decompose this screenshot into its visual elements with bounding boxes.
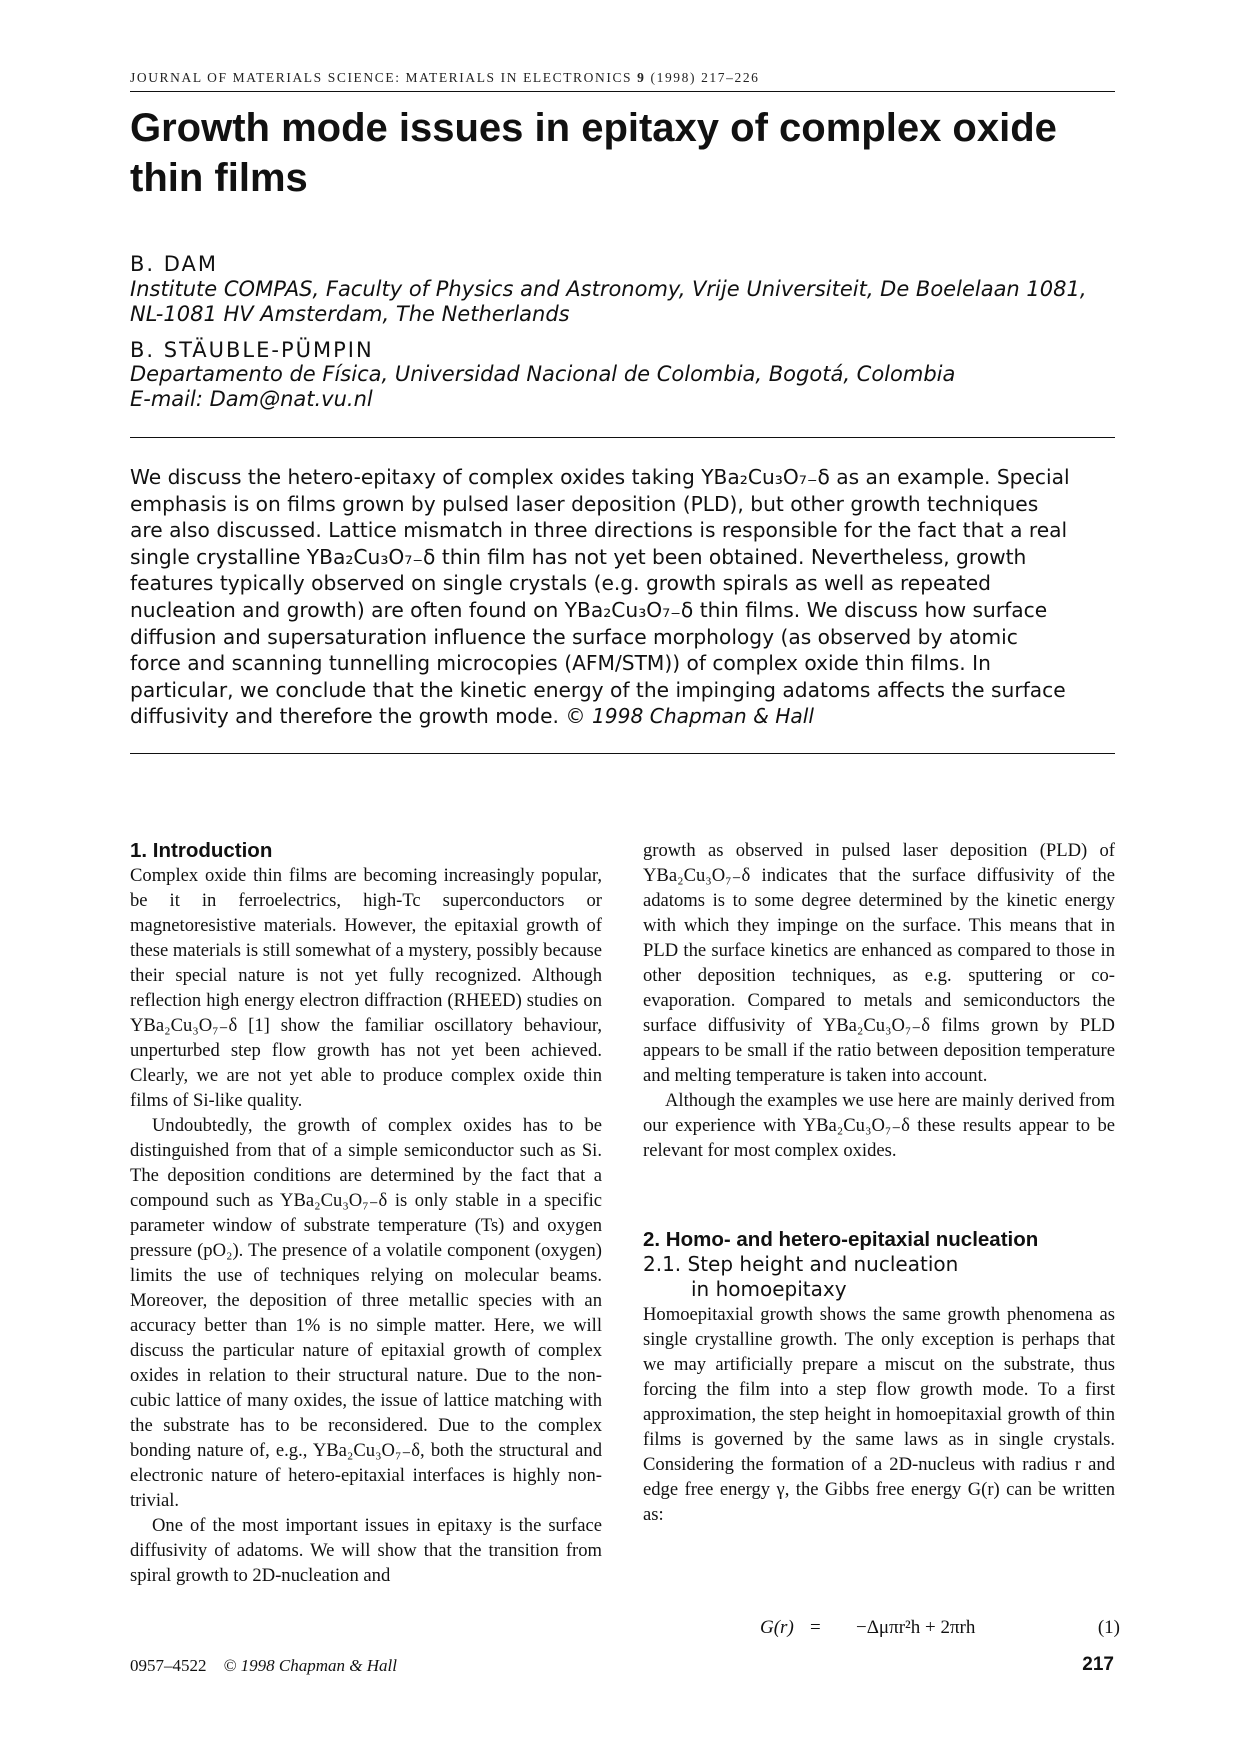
author-name: B. STÄUBLE-PÜMPIN: [130, 338, 374, 362]
left-column: [130, 838, 602, 1588]
equation-rhs: −Δμπr²h + 2πrh: [856, 1617, 976, 1638]
journal-volume: 9: [637, 70, 646, 85]
body-paragraph: Complex oxide thin films are becoming increasingly popular, be it in ferroelectrics, high-Tc superconductors or magnetoresistive materials. However, the epitaxial growth of these materials is still somewhat of a mystery, possibly because their special nature is not yet fully recognized. Although reflection high energy electron diffraction (RHEED) studies on YBa₂Cu₃O₇₋δ [1] show the familiar oscillatory behaviour, unperturbed step flow growth has not yet been achieved. Clearly, we are not yet able to produce complex oxide thin films of Si-like quality.: [130, 865, 602, 1111]
abstract-bottom-rule: [130, 753, 1115, 754]
subsection-heading-step-height: [643, 1252, 1115, 1302]
body-paragraph: growth as observed in pulsed laser deposition (PLD) of YBa₂Cu₃O₇₋δ indicates that the surface diffusivity of the adatoms is to some degree determined by the kinetic energy with which they impinge on the surface. This means that in PLD the surface kinetics are enhanced as compared to those in other deposition techniques, as e.g. sputtering or co-evaporation. Compared to metals and semiconductors the surface diffusivity of YBa₂Cu₃O₇₋δ films grown by PLD appears to be small if the ratio between deposition temperature and melting temperature is taken into account.: [643, 840, 1115, 1086]
body-paragraph: One of the most important issues in epitaxy is the surface diffusivity of adatoms. We will show that the transition from spiral growth to 2D-nucleation and: [130, 1515, 602, 1586]
title-line-1: Growth mode issues in epitaxy of complex oxide: [130, 106, 1057, 150]
abstract: [130, 464, 1120, 730]
body-paragraph: Undoubtedly, the growth of complex oxides has to be distinguished from that of a simple semiconductor such as Si. The deposition conditions are determined by the fact that a compound such as YBa₂Cu₃O₇₋δ is only stable in a specific parameter window of substrate temperature (Ts) and oxygen pressure (pO₂). The presence of a volatile component (oxygen) limits the use of techniques relying on molecular beams. Moreover, the deposition of three metallic species with an accuracy better than 1% is no simple matter. Here, we will discuss the particular nature of epitaxial growth of complex oxides in relation to their structural nature. Due to the non-cubic lattice of many oxides, the issue of lattice matching with the substrate has to be reconsidered. Due to the complex bonding nature of, e.g., YBa₂Cu₃O₇₋δ, both the structural and electronic nature of hetero-epitaxial interfaces is highly non-trivial.: [130, 1115, 602, 1511]
paper-title: [130, 103, 1115, 203]
abstract-line: features typically observed on single crystals (e.g. growth spirals as well as repeated: [130, 571, 991, 596]
section-heading-introduction: 1. Introduction: [130, 839, 273, 862]
author-affiliation: [130, 277, 1130, 327]
contact-email: E-mail: Dam@nat.vu.nl: [130, 387, 373, 411]
subsection-heading-line: in homoepitaxy: [691, 1277, 847, 1301]
footer-copyright: © 1998 Chapman & Hall: [223, 1656, 397, 1675]
header-rule: [130, 91, 1115, 92]
author-affiliation: [130, 362, 1130, 412]
body-paragraph: Homoepitaxial growth shows the same growth phenomena as single crystalline growth. The only exception is perhaps that we may artificially prepare a miscut on the substrate, thus forcing the film into a step flow growth mode. To a first approximation, the step height in homoepitaxial growth of thin films is governed by the same laws as in single crystals. Considering the formation of a 2D-nucleus with radius r and edge free energy γ, the Gibbs free energy G(r) can be written as:: [643, 1304, 1115, 1525]
abstract-last-text: diffusivity and therefore the growth mode.: [130, 704, 559, 729]
journal-running-header: [130, 70, 1115, 86]
footer-issn-copyright: [130, 1656, 397, 1676]
equation-equals: =: [810, 1617, 821, 1638]
abstract-copyright: © 1998 Chapman & Hall: [565, 704, 814, 729]
author-name: B. DAM: [130, 252, 219, 276]
abstract-line: [130, 703, 1120, 730]
journal-pages: (1998) 217–226: [650, 70, 760, 85]
section-spacer: [643, 1163, 1115, 1227]
equation-lhs: G(r): [760, 1617, 794, 1638]
journal-name: JOURNAL OF MATERIALS SCIENCE: MATERIALS IN ELECTRONICS: [130, 70, 633, 85]
right-column: [643, 838, 1115, 1527]
section-heading-nucleation: 2. Homo- and hetero-epitaxial nucleation: [643, 1228, 1039, 1251]
abstract-line: emphasis is on films grown by pulsed laser deposition (PLD), but other growth techniques: [130, 491, 1039, 516]
abstract-line: diffusion and supersaturation influence the surface morphology (as observed by atomic: [130, 624, 1018, 649]
abstract-line: are also discussed. Lattice mismatch in three directions is responsible for the fact that a real: [130, 518, 1068, 543]
abstract-line: force and scanning tunnelling microcopies (AFM/STM)) of complex oxide thin films. In: [130, 651, 991, 676]
footer-issn: 0957–4522: [130, 1656, 207, 1675]
abstract-line: particular, we conclude that the kinetic energy of the impinging adatoms affects the surface: [130, 677, 1066, 702]
subsection-heading-line: 2.1. Step height and nucleation: [643, 1252, 959, 1276]
page-number: 217: [1082, 1654, 1114, 1675]
abstract-top-rule: [130, 437, 1115, 438]
abstract-line: We discuss the hetero-epitaxy of complex oxides taking YBa₂Cu₃O₇₋δ as an example. Special: [130, 465, 1070, 489]
affiliation-line: Institute COMPAS, Faculty of Physics and Astronomy, Vrije Universiteit, De Boelelaan 1081,: [130, 277, 1087, 301]
abstract-line: single crystalline YBa₂Cu₃O₇₋δ thin film has not yet been obtained. Nevertheless, growth: [130, 544, 1027, 569]
affiliation-line: Departamento de Física, Universidad Nacional de Colombia, Bogotá, Colombia: [130, 362, 956, 386]
affiliation-line: NL-1081 HV Amsterdam, The Netherlands: [130, 302, 570, 326]
abstract-line: nucleation and growth) are often found on YBa₂Cu₃O₇₋δ thin films. We discuss how surface: [130, 597, 1048, 622]
equation-number: (1): [1097, 1617, 1120, 1638]
title-line-2: thin films: [130, 156, 308, 200]
body-paragraph: Although the examples we use here are mainly derived from our experience with YBa₂Cu₃O₇₋δ these results appear to be relevant for most complex oxides.: [643, 1090, 1115, 1161]
